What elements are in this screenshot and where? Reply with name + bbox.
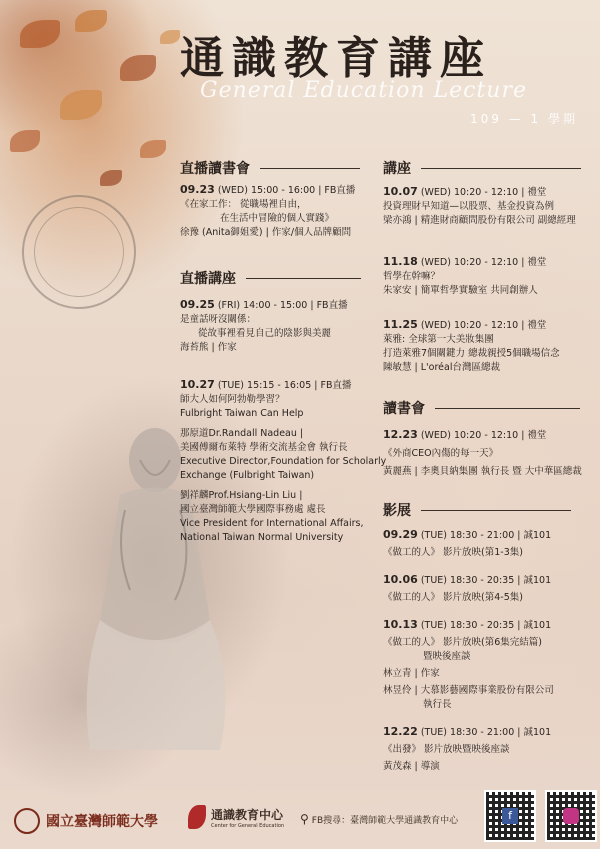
- center-logo: [188, 805, 284, 829]
- university-seal-icon: [14, 808, 40, 834]
- event-date: 12.23: [383, 428, 418, 441]
- event-speaker: 朱家安 | 簡單哲學實驗室 共同創辦人: [383, 285, 538, 296]
- event-title-cont: 暨映後座談: [423, 651, 471, 662]
- fb-search[interactable]: [300, 812, 458, 826]
- event-time: (TUE) 15:15 - 16:05 | FB直播: [217, 380, 352, 391]
- location-pin-icon: ⚲: [300, 812, 309, 826]
- poster-subtitle: General Education Lecture: [200, 78, 527, 103]
- event-title: 是童話呀沒關係：: [180, 314, 257, 325]
- event-lecture-1118: [383, 255, 546, 298]
- qr-code-facebook[interactable]: [484, 790, 536, 842]
- event-speaker: 徐豫 (Anita御姐愛) | 作家/個人品牌顧問: [180, 227, 352, 238]
- event-reading-live-0923: [180, 183, 355, 240]
- leaf-decoration: [140, 140, 166, 158]
- event-title: 萊雅: 全球第一大美妝集團: [383, 334, 494, 345]
- event-speaker-affiliation-en: Exchange (Fulbright Taiwan): [180, 470, 315, 481]
- event-title-cont: 在生活中冒險的個人實踐》: [220, 213, 335, 224]
- event-lecture-1125: [383, 318, 560, 375]
- event-film-0929: [383, 528, 551, 560]
- section-heading-reading: 讀書會: [383, 398, 580, 418]
- leaf-decoration: [75, 10, 107, 32]
- event-speaker-affiliation-en: Vice President for International Affairs,: [180, 518, 364, 529]
- leaf-decoration: [160, 30, 180, 44]
- leaf-decoration: [10, 130, 40, 152]
- event-date: 10.13: [383, 618, 418, 631]
- event-title-cont: 從故事裡看見自己的陰影與美麗: [198, 328, 332, 339]
- event-lecture-live-0925: [180, 298, 348, 355]
- university-logo: [14, 808, 158, 834]
- section-heading-lecture-live: 直播講座: [180, 268, 361, 288]
- section-rule: [246, 278, 361, 279]
- event-speaker: 林立青 | 作家: [383, 668, 440, 679]
- event-speaker: 海苔熊 | 作家: [180, 342, 237, 353]
- event-speaker-affiliation: 美國傅爾布萊特 學術交流基金會 執行長: [180, 442, 348, 453]
- event-speaker-title: 執行長: [423, 699, 452, 710]
- event-time: (TUE) 18:30 - 20:35 | 誠101: [420, 575, 552, 586]
- event-title: 《做工的人》 影片放映(第4-5集): [383, 592, 523, 603]
- section-heading-lecture: 講座: [383, 158, 581, 178]
- qr-code-instagram[interactable]: [545, 790, 597, 842]
- university-name: 國立臺灣師範大學: [46, 814, 158, 830]
- facebook-icon: f: [502, 808, 518, 824]
- event-title: 《做工的人》 影片放映(第6集完結篇): [383, 637, 542, 648]
- event-date: 11.25: [383, 318, 418, 331]
- center-name: 通識教育中心: [211, 807, 284, 822]
- event-time: (WED) 10:20 - 12:10 | 禮堂: [420, 187, 547, 198]
- event-film-1222: [383, 725, 551, 774]
- fb-search-text: FB搜尋：臺灣師範大學通識教育中心: [311, 815, 459, 826]
- event-title: 投資理財早知道—以股票、基金投資為例: [383, 201, 555, 212]
- term-label: 109 — 1 學期: [470, 112, 578, 126]
- event-film-1006: [383, 573, 551, 605]
- event-date: 11.18: [383, 255, 418, 268]
- event-speaker: 梁亦鴻 | 精進財商顧問股份有限公司 副總經理: [383, 215, 576, 226]
- event-speaker: 林昱伶 | 大慕影藝國際事業股份有限公司: [383, 685, 554, 696]
- section-rule: [421, 510, 571, 511]
- event-film-1013: [383, 618, 554, 712]
- event-time: (FRI) 14:00 - 15:00 | FB直播: [217, 300, 348, 311]
- event-reading-1223: [383, 428, 582, 479]
- event-speaker-affiliation: 國立臺灣師範大學國際事務處 處長: [180, 504, 326, 515]
- section-rule: [435, 408, 580, 409]
- center-name-en: Center for General Education: [211, 822, 285, 829]
- event-speaker: 黃麗燕 | 李奧貝納集團 執行長 暨 大中華區總裁: [383, 466, 582, 477]
- event-date: 10.27: [180, 378, 215, 391]
- event-time: (TUE) 18:30 - 21:00 | 誠101: [420, 727, 552, 738]
- section-rule: [260, 168, 360, 169]
- event-speaker: 劉祥麟Prof.Hsiang-Lin Liu |: [180, 490, 303, 501]
- event-time: (WED) 10:20 - 12:10 | 禮堂: [420, 320, 547, 331]
- section-heading-reading-live: 直播讀書會: [180, 158, 360, 178]
- leaf-decoration: [100, 170, 122, 186]
- event-lecture-1007: [383, 185, 576, 228]
- poster-title: 通識教育講座: [180, 33, 492, 84]
- event-speaker-affiliation-en: Executive Director,Foundation for Scholarly: [180, 456, 387, 467]
- event-date: 09.23: [180, 183, 215, 196]
- event-time: (WED) 15:00 - 16:00 | FB直播: [217, 185, 356, 196]
- stamp-decoration: [7, 180, 151, 324]
- event-speaker: 那原道Dr.Randall Nadeau |: [180, 428, 304, 439]
- leaf-decoration: [20, 20, 60, 48]
- event-title: 《外商CEO內傷的每一天》: [383, 448, 499, 459]
- event-time: (TUE) 18:30 - 21:00 | 誠101: [420, 530, 552, 541]
- event-title-cont: 打造萊雅7個關鍵力 總裁親授5個職場信念: [383, 348, 560, 359]
- event-time: (TUE) 18:30 - 20:35 | 誠101: [420, 620, 552, 631]
- event-time: (WED) 10:20 - 12:10 | 禮堂: [420, 257, 547, 268]
- event-lecture-live-1027: [180, 378, 386, 545]
- event-speaker-affiliation-en: National Taiwan Normal University: [180, 532, 344, 543]
- event-title: 《做工的人》 影片放映(第1-3集): [383, 547, 523, 558]
- event-date: 09.25: [180, 298, 215, 311]
- event-date: 10.07: [383, 185, 418, 198]
- event-time: (WED) 10:20 - 12:10 | 禮堂: [420, 430, 547, 441]
- event-date: 10.06: [383, 573, 418, 586]
- leaf-logo-icon: [188, 805, 206, 829]
- event-speaker: 黃茂森 | 導演: [383, 761, 440, 772]
- section-rule: [421, 168, 581, 169]
- leaf-decoration: [60, 90, 102, 120]
- section-heading-film: 影展: [383, 500, 571, 520]
- event-date: 09.29: [383, 528, 418, 541]
- event-speaker: 陳敏慧 | L'oréal台灣區總裁: [383, 362, 500, 373]
- leaf-decoration: [120, 55, 156, 81]
- event-title-en: Fulbright Taiwan Can Help: [180, 408, 304, 419]
- instagram-icon: [563, 808, 579, 824]
- event-date: 12.22: [383, 725, 418, 738]
- event-title: 《出發》 影片放映暨映後座談: [383, 744, 510, 755]
- event-title: 《在家工作： 從職場裡自由，: [180, 199, 307, 210]
- event-title: 哲學在幹嘛？: [383, 271, 441, 282]
- event-title: 師大人如何阿勃勒學習？: [180, 394, 285, 405]
